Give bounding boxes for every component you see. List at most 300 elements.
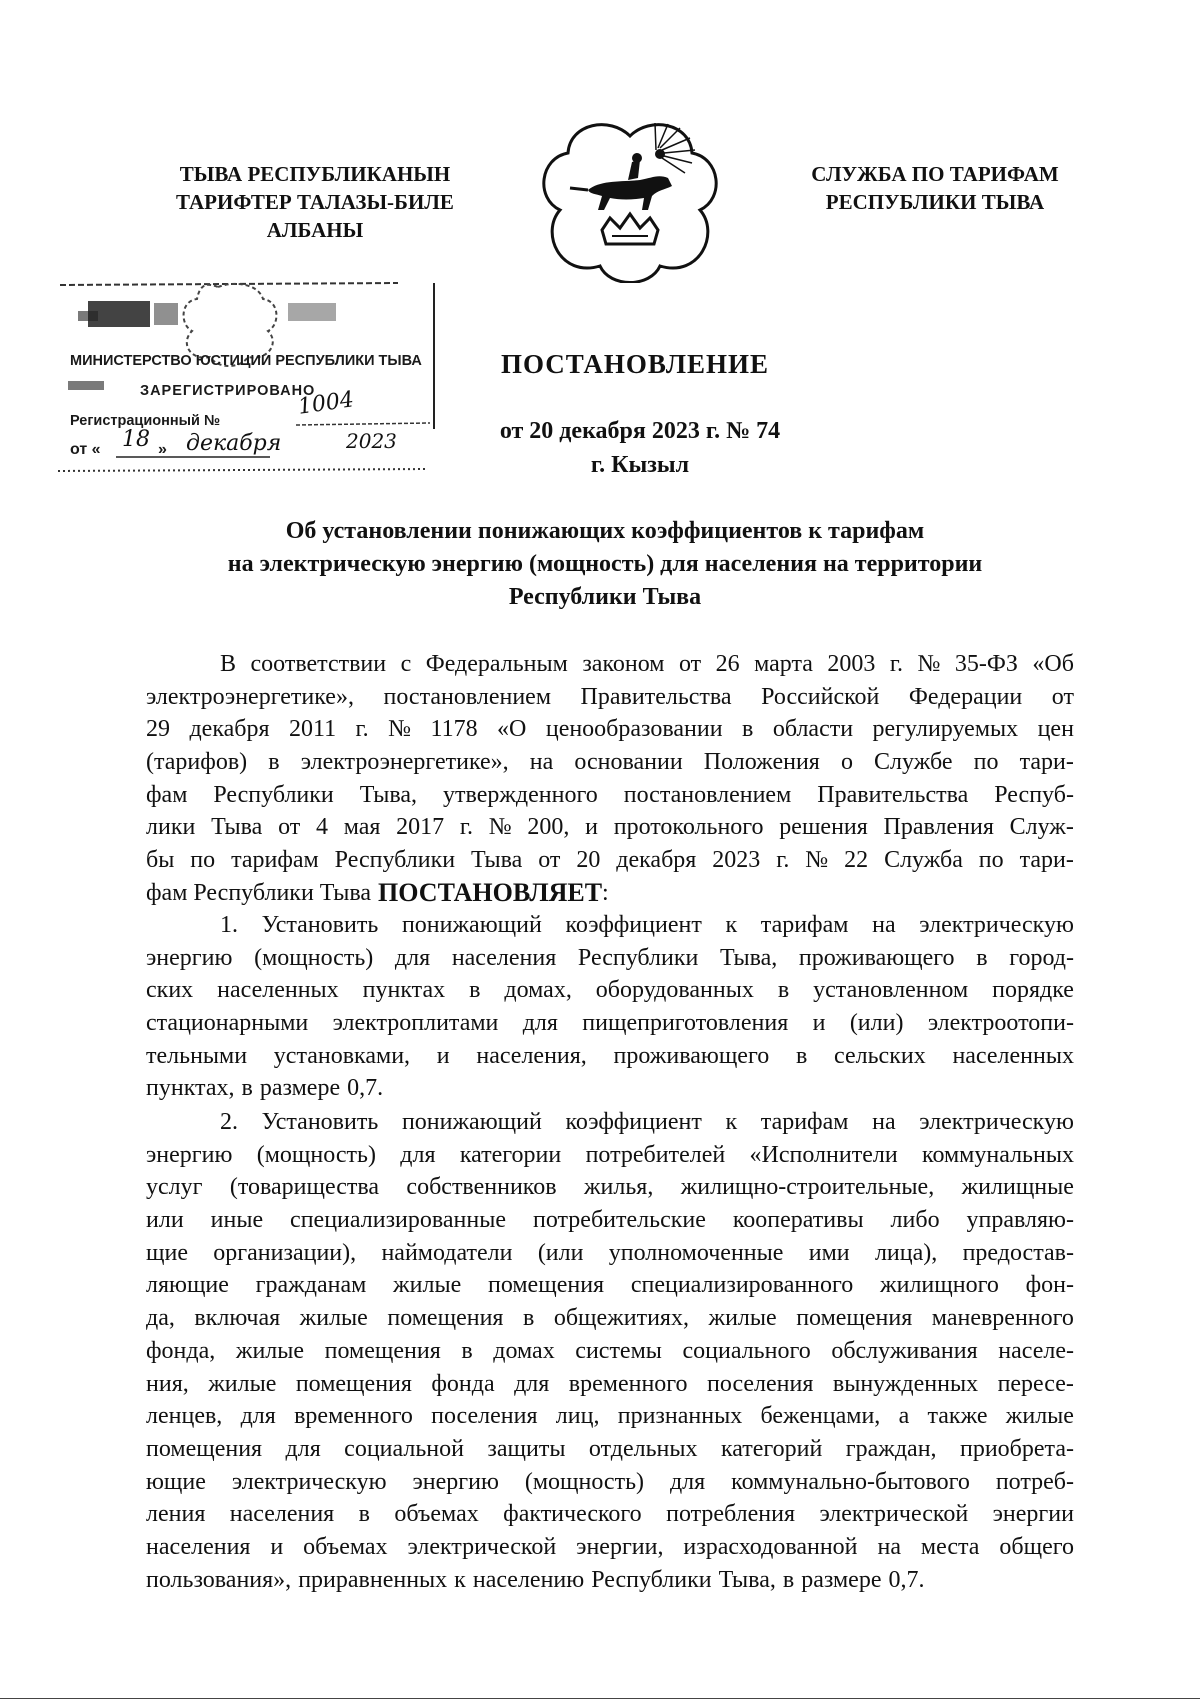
paragraph-word: на bbox=[872, 1109, 896, 1135]
paragraph-line bbox=[146, 1237, 1074, 1270]
paragraph-word: 26 bbox=[715, 651, 740, 677]
paragraph-word: сельских bbox=[834, 1042, 926, 1069]
paragraph-word: протокольного bbox=[613, 814, 764, 841]
paragraph-word: (мощность) bbox=[256, 1141, 376, 1168]
paragraph-word: населению bbox=[472, 1566, 585, 1593]
paragraph-word: а bbox=[898, 1403, 910, 1430]
paragraph-word: лики bbox=[146, 814, 196, 841]
paragraph-word: 35-ФЗ bbox=[954, 651, 1018, 677]
paragraph-word: общежитиях, bbox=[553, 1305, 689, 1332]
paragraph-word: Республики bbox=[577, 944, 699, 971]
paragraph-word: пунктах, bbox=[146, 1075, 235, 1102]
paragraph-line bbox=[146, 1072, 1074, 1105]
paragraph-word: г. bbox=[776, 847, 790, 874]
paragraph-word: коэффициент bbox=[565, 912, 702, 938]
paragraph-word: вынужденных bbox=[832, 1370, 979, 1397]
paragraph-word: тари- bbox=[1019, 749, 1074, 776]
paragraph-word: для bbox=[285, 1435, 321, 1462]
item-1-paragraph bbox=[146, 909, 1074, 1105]
paragraph-word: в bbox=[777, 977, 790, 1004]
paragraph-word: установками, bbox=[273, 1042, 411, 1069]
paragraph-word: услуг bbox=[146, 1174, 203, 1201]
paragraph-word: помещения bbox=[324, 1337, 441, 1364]
paragraph-word: включая bbox=[194, 1305, 281, 1332]
paragraph-word: в bbox=[522, 1305, 535, 1332]
paragraph-line bbox=[146, 1139, 1074, 1172]
paragraph-word: (или) bbox=[849, 1010, 904, 1037]
paragraph-word: 0,7. bbox=[347, 1075, 384, 1102]
paragraph-word: Правительства bbox=[817, 781, 969, 808]
paragraph-word: № bbox=[805, 847, 829, 874]
paragraph-word: коммунальных bbox=[922, 1141, 1074, 1168]
paragraph-word: жилищно-строительные, bbox=[680, 1174, 935, 1201]
paragraph-word: в bbox=[795, 1042, 808, 1069]
paragraph-word: отдельных bbox=[588, 1435, 698, 1462]
paragraph-word: энергию bbox=[412, 1468, 499, 1495]
paragraph-word: фонда, bbox=[146, 1337, 216, 1364]
paragraph-word: потребительские bbox=[532, 1207, 706, 1234]
paragraph-word: социального bbox=[682, 1337, 811, 1364]
paragraph-word: 0,7. bbox=[888, 1566, 925, 1593]
paragraph-word: ценообразовании bbox=[545, 716, 723, 743]
paragraph-word: решения bbox=[779, 814, 868, 841]
paragraph-line bbox=[146, 1204, 1074, 1237]
paragraph-word: (товарищества bbox=[229, 1174, 380, 1201]
paragraph-word: (мощность) bbox=[254, 944, 374, 971]
paragraph-word: для bbox=[240, 1403, 276, 1430]
paragraph-word: электроэнергетике», bbox=[300, 749, 509, 776]
paragraph-word: В bbox=[220, 651, 237, 677]
paragraph-line bbox=[146, 1400, 1074, 1433]
paragraph-word: Тыва, bbox=[359, 781, 418, 808]
document-type-title: ПОСТАНОВЛЕНИЕ bbox=[500, 349, 770, 379]
paragraph-word: места bbox=[920, 1533, 980, 1560]
paragraph-word: цен bbox=[1037, 716, 1074, 743]
paragraph-word: объемах bbox=[394, 1501, 479, 1528]
stamp-from-label: от « bbox=[70, 441, 101, 458]
paragraph-word: защиты bbox=[487, 1435, 566, 1462]
paragraph-word: к bbox=[725, 912, 738, 938]
stamp-from-month: декабря bbox=[186, 431, 282, 456]
stamp-reg-number: 1004 bbox=[296, 387, 356, 420]
paragraph-word: для bbox=[394, 944, 431, 971]
paragraph-word: № bbox=[488, 814, 512, 841]
stamp-from-day: 18 bbox=[122, 427, 150, 452]
paragraph-word: проживающего bbox=[613, 1042, 770, 1069]
paragraph-word: (или bbox=[537, 1239, 584, 1266]
paragraph-word: от bbox=[278, 814, 301, 841]
stamp-registered: ЗАРЕГИСТРИРОВАНО bbox=[140, 383, 316, 399]
paragraph-word: населения, bbox=[476, 1042, 587, 1069]
paragraph-word: временного bbox=[294, 1403, 413, 1430]
paragraph-line bbox=[146, 1106, 1074, 1139]
stamp-reg-label: Регистрационный № bbox=[70, 413, 221, 429]
paragraph-word: энергию bbox=[146, 1141, 233, 1168]
paragraph-word: населения bbox=[229, 1501, 335, 1528]
paragraph-word: 22 bbox=[844, 847, 869, 874]
header-right-line: СЛУЖБА ПО ТАРИФАМ bbox=[811, 162, 1059, 186]
paragraph-word: оборудованных bbox=[595, 977, 754, 1004]
paragraph-word: ляющие bbox=[146, 1272, 229, 1299]
paragraph-word: Служба bbox=[884, 847, 963, 874]
paragraph-word: маневренного bbox=[931, 1305, 1074, 1332]
paragraph-word: «О bbox=[497, 716, 527, 743]
paragraph-line bbox=[146, 844, 1074, 877]
paragraph-word: жилые bbox=[208, 1370, 277, 1397]
paragraph-word: на bbox=[529, 749, 554, 776]
document-date-number: от 20 декабря 2023 г. № 74 bbox=[499, 418, 781, 444]
paragraph-line bbox=[146, 1498, 1074, 1531]
paragraph-word: г. bbox=[889, 651, 904, 677]
paragraph-word: жилые bbox=[235, 1337, 305, 1364]
stamp-quote-close: » bbox=[158, 441, 167, 458]
paragraph-word: на bbox=[872, 912, 896, 938]
paragraph-word: также bbox=[927, 1403, 988, 1430]
paragraph-line bbox=[146, 1171, 1074, 1204]
paragraph-line bbox=[146, 811, 1074, 844]
paragraph-word: Служ- bbox=[1009, 814, 1074, 841]
paragraph-word: жилищного bbox=[880, 1272, 999, 1299]
paragraph-word: в bbox=[268, 749, 280, 776]
paragraph-word: № bbox=[388, 716, 412, 743]
paragraph-word: специализированные bbox=[290, 1207, 507, 1234]
tuva-coat-of-arms-icon bbox=[540, 118, 720, 283]
paragraph-word: помещения bbox=[295, 1370, 412, 1397]
paragraph-word: электрическую bbox=[919, 912, 1074, 938]
paragraph-word: электроэнергетике», bbox=[146, 683, 354, 710]
paragraph-word: тари- bbox=[1019, 847, 1074, 874]
paragraph-word: и bbox=[812, 1010, 826, 1037]
paragraph-word: проживающего bbox=[798, 944, 955, 971]
paragraph-line bbox=[146, 779, 1074, 812]
paragraph-word: жилые bbox=[393, 1272, 462, 1299]
paragraph-word: специализированного bbox=[630, 1272, 854, 1299]
paragraph-line bbox=[146, 648, 1074, 681]
paragraph-line bbox=[146, 1007, 1074, 1040]
paragraph-word: стационарными bbox=[146, 1010, 309, 1037]
paragraph-word: потреб- bbox=[995, 1468, 1074, 1495]
paragraph-word: признанных bbox=[617, 1403, 743, 1430]
paragraph-word: в bbox=[461, 1337, 473, 1364]
paragraph-word: Установить bbox=[261, 912, 379, 938]
paragraph-word: 2023 bbox=[712, 847, 761, 874]
paragraph-word: категории bbox=[459, 1141, 562, 1168]
header-right-org-name bbox=[770, 160, 1100, 216]
subject-line: на электрическую энергию (мощность) для населения на территории bbox=[227, 551, 983, 577]
paragraph-word: населенных bbox=[952, 1042, 1074, 1069]
paragraph-word: пользования», bbox=[146, 1566, 292, 1593]
paragraph-word: по bbox=[978, 847, 1004, 874]
paragraph-word: г. bbox=[459, 814, 474, 841]
paragraph-word: о bbox=[840, 749, 853, 776]
paragraph-word: для bbox=[669, 1468, 706, 1495]
paragraph-word: объемах bbox=[303, 1533, 388, 1560]
paragraph-word: электрическую bbox=[231, 1468, 387, 1495]
paragraph-word: приравненных bbox=[298, 1566, 448, 1593]
paragraph-word: декабря bbox=[189, 716, 270, 743]
paragraph-word: Службе bbox=[874, 749, 953, 776]
paragraph-word: либо bbox=[890, 1207, 940, 1234]
paragraph-word: город- bbox=[1009, 944, 1074, 971]
paragraph-word: энергии bbox=[992, 1501, 1074, 1528]
paragraph-word: для bbox=[522, 1010, 558, 1037]
registration-stamp bbox=[58, 281, 436, 476]
paragraph-word: ими bbox=[808, 1239, 850, 1266]
paragraph-word: тарифам bbox=[760, 1109, 849, 1135]
paragraph-word: уполномоченные bbox=[608, 1239, 784, 1266]
paragraph-word: 2011 bbox=[288, 716, 337, 743]
paragraph-word: наймодатели bbox=[381, 1239, 513, 1266]
paragraph-word: электроплитами bbox=[332, 1010, 499, 1037]
paragraph-word: лица), bbox=[874, 1239, 938, 1266]
paragraph-word: по bbox=[190, 847, 216, 874]
paragraph-word: «Об bbox=[1032, 651, 1074, 677]
paragraph-word: потребления bbox=[666, 1501, 796, 1528]
paragraph-word: Республики bbox=[213, 781, 334, 808]
paragraph-word: 2. bbox=[220, 1109, 238, 1135]
paragraph-word: Тыва bbox=[211, 814, 263, 841]
paragraph-word: Установить bbox=[261, 1109, 379, 1135]
paragraph-word: 29 bbox=[146, 716, 170, 743]
paragraph-line bbox=[146, 1335, 1074, 1368]
paragraph-word: жилые bbox=[1005, 1403, 1074, 1430]
paragraph-word: ления bbox=[146, 1501, 206, 1528]
paragraph-line bbox=[146, 746, 1074, 779]
paragraph-word: домах bbox=[493, 1337, 555, 1364]
paragraph-word: жилья, bbox=[583, 1174, 654, 1201]
paragraph-word: коммунально-бытового bbox=[731, 1468, 970, 1495]
paragraph-word: домах, bbox=[504, 977, 572, 1004]
paragraph-word: да, bbox=[146, 1305, 175, 1332]
paragraph-word: Правления bbox=[883, 814, 994, 841]
paragraph-word: пунктах bbox=[362, 977, 446, 1004]
paragraph-word: от bbox=[538, 847, 561, 874]
paragraph-word: или bbox=[146, 1207, 184, 1234]
paragraph-word: бы bbox=[146, 847, 175, 874]
paragraph-word: фам bbox=[146, 781, 188, 808]
header-right-line: РЕСПУБЛИКИ ТЫВА bbox=[825, 190, 1045, 214]
document-city: г. Кызыл bbox=[590, 452, 690, 478]
paragraph-word: Федеральным bbox=[425, 651, 568, 677]
paragraph-word: 1178 bbox=[430, 716, 478, 743]
paragraph-word: понижающий bbox=[401, 1109, 542, 1135]
paragraph-word: электрической bbox=[819, 1501, 969, 1528]
paragraph-word: населения bbox=[146, 1533, 251, 1560]
paragraph-word: законом bbox=[582, 651, 665, 677]
paragraph-word: пищеприготовления bbox=[582, 1010, 789, 1037]
paragraph-word: 1. bbox=[220, 912, 238, 938]
paragraph-text: : bbox=[602, 879, 609, 906]
paragraph-word: помещения bbox=[796, 1305, 913, 1332]
paragraph-word: 2003 bbox=[827, 651, 876, 677]
paragraph-word: г. bbox=[355, 716, 369, 743]
stamp-from-year: 2023 bbox=[346, 429, 397, 453]
paragraph-word: с bbox=[400, 651, 412, 677]
paragraph-word: мая bbox=[343, 814, 381, 841]
paragraph-word: Правительства bbox=[580, 683, 732, 710]
header-left-line: АЛБАНЫ bbox=[266, 218, 364, 242]
paragraph-line bbox=[146, 1564, 1074, 1597]
paragraph-word: гражданам bbox=[255, 1272, 367, 1299]
paragraph-word: временного bbox=[568, 1370, 688, 1397]
paragraph-word: соответствии bbox=[250, 651, 387, 677]
paragraph-word: в bbox=[742, 716, 754, 743]
paragraph-word: и bbox=[436, 1042, 450, 1069]
decree-keyword: ПОСТАНОВЛЯЕТ bbox=[378, 877, 603, 907]
subject-line: Об установлении понижающих коэффициентов к тарифам bbox=[285, 518, 925, 544]
paragraph-word: Республики bbox=[591, 1566, 712, 1593]
paragraph-word: по bbox=[973, 749, 999, 776]
paragraph-word: постановлением bbox=[383, 683, 552, 710]
paragraph-word: организации), bbox=[213, 1239, 357, 1266]
paragraph-word: от bbox=[1051, 683, 1074, 710]
paragraph-word: щие bbox=[146, 1239, 188, 1266]
paragraph-word: приобрета- bbox=[959, 1435, 1074, 1462]
paragraph-line bbox=[146, 942, 1074, 975]
paragraph-word: электрической bbox=[407, 1533, 557, 1560]
paragraph-word: жилые bbox=[299, 1305, 368, 1332]
paragraph-word: жилые bbox=[708, 1305, 777, 1332]
paragraph-word: Тыва, bbox=[719, 944, 778, 971]
paragraph-word: граждан, bbox=[845, 1435, 937, 1462]
paragraph-word: беженцами, bbox=[760, 1403, 881, 1430]
paragraph-word: утвержденного bbox=[443, 781, 598, 808]
paragraph-word: (тарифов) bbox=[146, 749, 248, 776]
paragraph-line bbox=[146, 1368, 1074, 1401]
paragraph-word: поселения bbox=[707, 1370, 814, 1397]
paragraph-word: в bbox=[976, 944, 988, 971]
paragraph-word: и bbox=[585, 814, 598, 841]
header-left-line: ТЫВА РЕСПУБЛИКАНЫН bbox=[179, 162, 451, 186]
paragraph-word: Федерации bbox=[908, 683, 1023, 710]
paragraph-line bbox=[146, 1269, 1074, 1302]
paragraph-word: к bbox=[454, 1566, 466, 1593]
paragraph-word: ющие bbox=[146, 1468, 206, 1495]
paragraph-word: помещения bbox=[487, 1272, 605, 1299]
paragraph-word: населенных bbox=[217, 977, 339, 1004]
stamp-ministry: МИНИСТЕРСТВО ЮСТИЦИИ РЕСПУБЛИКИ ТЫВА bbox=[70, 353, 422, 369]
paragraph-word: поселения bbox=[431, 1403, 538, 1430]
paragraph-word: израсходованной bbox=[683, 1533, 858, 1560]
paragraph-word: населения bbox=[451, 944, 557, 971]
paragraph-line bbox=[146, 1302, 1074, 1335]
paragraph-word: Республики bbox=[334, 847, 456, 874]
paragraph-word: электрическую bbox=[919, 1109, 1074, 1135]
paragraph-word: на bbox=[877, 1533, 901, 1560]
paragraph-word: системы bbox=[575, 1337, 662, 1364]
paragraph-word: 200, bbox=[527, 814, 570, 841]
paragraph-word: к bbox=[725, 1109, 738, 1135]
paragraph-word: 4 bbox=[315, 814, 328, 841]
paragraph-word: фонда bbox=[431, 1370, 495, 1397]
paragraph-word: в bbox=[782, 1566, 795, 1593]
paragraph-word: в bbox=[358, 1501, 370, 1528]
paragraph-word: понижающий bbox=[401, 912, 542, 938]
paragraph-line bbox=[146, 1040, 1074, 1073]
paragraph-word: в bbox=[469, 977, 481, 1004]
paragraph-word: ния, bbox=[146, 1370, 189, 1397]
paragraph-word: пересе- bbox=[997, 1370, 1074, 1397]
paragraph-line bbox=[146, 681, 1074, 714]
paragraph-word: «Исполнители bbox=[749, 1141, 898, 1168]
paragraph-word: тарифам bbox=[760, 912, 849, 938]
paragraph-word: тарифам bbox=[231, 847, 319, 874]
subject-line: Республики Тыва bbox=[508, 584, 702, 610]
item-2-paragraph bbox=[146, 1106, 1074, 1596]
paragraph-line bbox=[146, 974, 1074, 1007]
paragraph-line bbox=[146, 1466, 1074, 1499]
paragraph-line bbox=[146, 1531, 1074, 1564]
paragraph-word: обслуживания bbox=[831, 1337, 978, 1364]
page-bottom-edge bbox=[0, 1698, 1200, 1699]
paragraph-word: основании bbox=[574, 749, 683, 776]
paragraph-word: тельными bbox=[146, 1042, 248, 1069]
paragraph-word: 2017 bbox=[396, 814, 445, 841]
paragraph-word: области bbox=[772, 716, 854, 743]
paragraph-word: жилищные bbox=[961, 1174, 1074, 1201]
header-left-org-name bbox=[140, 160, 490, 244]
paragraph-word: фон- bbox=[1025, 1272, 1074, 1299]
paragraph-word: Тыва bbox=[471, 847, 523, 874]
paragraph-word: кооперативы bbox=[732, 1207, 864, 1234]
paragraph-word: категорий bbox=[720, 1435, 823, 1462]
paragraph-word: общего bbox=[999, 1533, 1074, 1560]
paragraph-word: предостав- bbox=[962, 1239, 1074, 1266]
paragraph-line bbox=[146, 1433, 1074, 1466]
paragraph-word: 20 bbox=[576, 847, 601, 874]
paragraph-word: (мощность) bbox=[524, 1468, 645, 1495]
paragraph-word: марта bbox=[754, 651, 813, 677]
preamble-paragraph bbox=[146, 648, 1074, 910]
paragraph-word: управляю- bbox=[966, 1207, 1074, 1234]
paragraph-word: энергии, bbox=[576, 1533, 664, 1560]
paragraph-word: установленном bbox=[813, 977, 969, 1004]
paragraph-word: Положения bbox=[703, 749, 820, 776]
paragraph-word: помещения bbox=[387, 1305, 504, 1332]
paragraph-word: Тыва, bbox=[718, 1566, 776, 1593]
paragraph-word: собственников bbox=[406, 1174, 557, 1201]
paragraph-word: Российской bbox=[761, 683, 880, 710]
paragraph-word: постановлением bbox=[623, 781, 792, 808]
paragraph-word: потребителей bbox=[585, 1141, 726, 1168]
paragraph-word: для bbox=[400, 1141, 436, 1168]
header-left-line: ТАРИФТЕР ТАЛАЗЫ-БИЛЕ bbox=[176, 190, 454, 214]
paragraph-word: ленцев, bbox=[146, 1403, 223, 1430]
paragraph-word: в bbox=[241, 1075, 253, 1102]
document-subject bbox=[150, 515, 1060, 614]
paragraph-line bbox=[146, 877, 1074, 910]
paragraph-text: фам Республики Тыва bbox=[146, 879, 372, 906]
paragraph-word: декабря bbox=[616, 847, 697, 874]
paragraph-word: лиц, bbox=[555, 1403, 600, 1430]
paragraph-word: энергию bbox=[146, 944, 233, 971]
paragraph-line bbox=[146, 713, 1074, 746]
paragraph-word: иные bbox=[210, 1207, 264, 1234]
paragraph-word: помещения bbox=[146, 1435, 263, 1462]
paragraph-word: от bbox=[678, 651, 702, 677]
paragraph-word: электроотопи- bbox=[927, 1010, 1074, 1037]
paragraph-word: Респуб- bbox=[994, 781, 1074, 808]
paragraph-word: и bbox=[270, 1533, 284, 1560]
paragraph-word: социальной bbox=[344, 1435, 464, 1462]
paragraph-line bbox=[146, 909, 1074, 942]
paragraph-word: № bbox=[917, 651, 941, 677]
paragraph-word: размере bbox=[801, 1566, 882, 1593]
paragraph-word: фактического bbox=[503, 1501, 642, 1528]
paragraph-word: ских bbox=[146, 977, 194, 1004]
paragraph-word: размере bbox=[259, 1075, 341, 1102]
paragraph-word: для bbox=[514, 1370, 550, 1397]
